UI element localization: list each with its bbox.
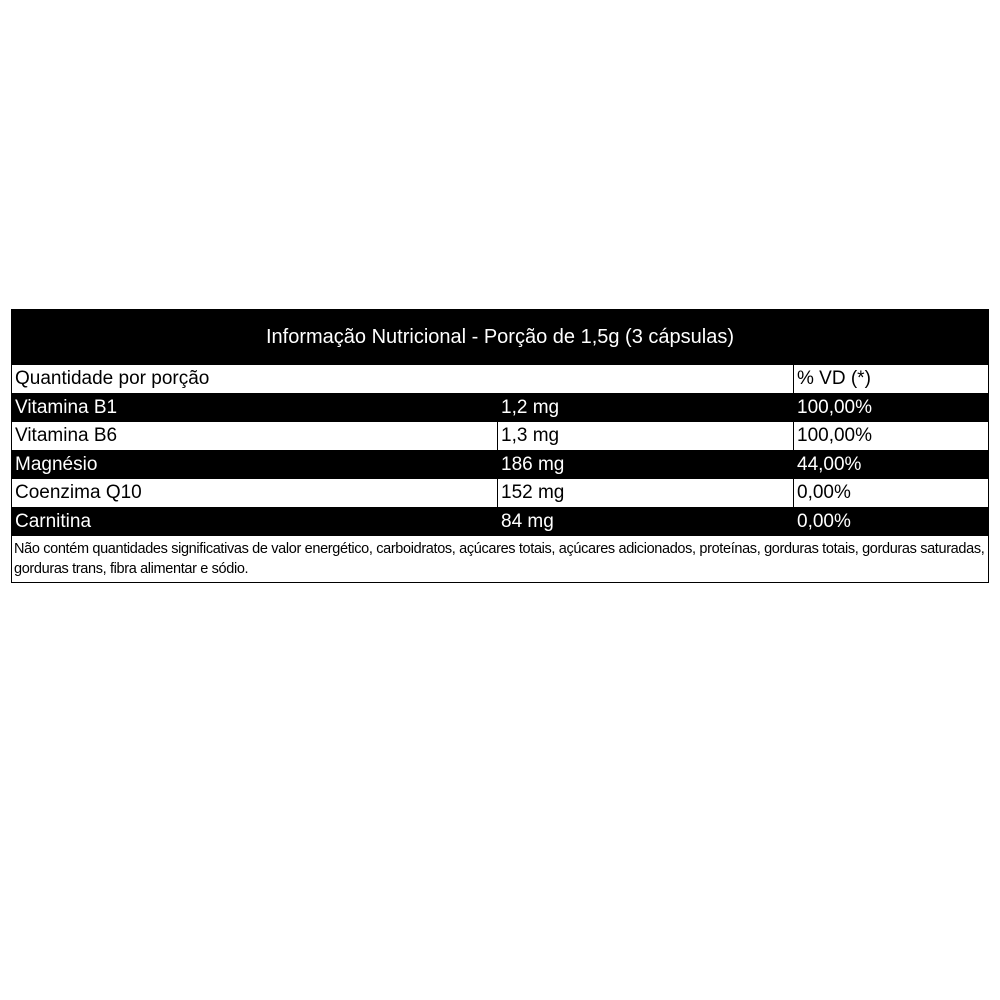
table-header-row <box>12 364 988 393</box>
nutrient-vd: 0,00% <box>793 479 988 507</box>
nutrient-name: Carnitina <box>15 510 92 532</box>
table-row <box>12 421 988 450</box>
nutrient-amount: 84 mg <box>497 508 793 536</box>
nutrient-name: Vitamina B1 <box>15 396 118 418</box>
nutrient-amount: 1,3 mg <box>497 422 793 450</box>
nutrient-vd: 0,00% <box>793 508 988 536</box>
nutrient-amount: 152 mg <box>497 479 793 507</box>
table-row <box>12 478 988 507</box>
vd-header: % VD (*) <box>793 365 988 393</box>
table-footnote: Não contém quantidades significativas de valor energético, carboidratos, açúcares totais, açúcares adicionados, proteínas, gorduras totais, gorduras saturadas, gorduras trans, fibra alimentar e sódio. <box>12 535 988 582</box>
nutrient-vd: 100,00% <box>793 422 988 450</box>
nutrient-amount: 186 mg <box>497 451 793 479</box>
nutrient-name: Coenzima Q10 <box>15 482 142 503</box>
table-row <box>12 450 988 479</box>
table-row <box>12 507 988 536</box>
nutrient-vd: 100,00% <box>793 394 988 422</box>
nutrient-name: Vitamina B6 <box>15 425 118 446</box>
nutrient-amount: 1,2 mg <box>497 394 793 422</box>
table-row <box>12 393 988 422</box>
nutrient-name: Magnésio <box>15 453 98 475</box>
quantity-header: Quantidade por porção <box>15 368 210 389</box>
nutrition-facts-table <box>11 309 989 583</box>
table-title: Informação Nutricional - Porção de 1,5g (3 cápsulas) <box>12 310 988 364</box>
nutrient-vd: 44,00% <box>793 451 988 479</box>
